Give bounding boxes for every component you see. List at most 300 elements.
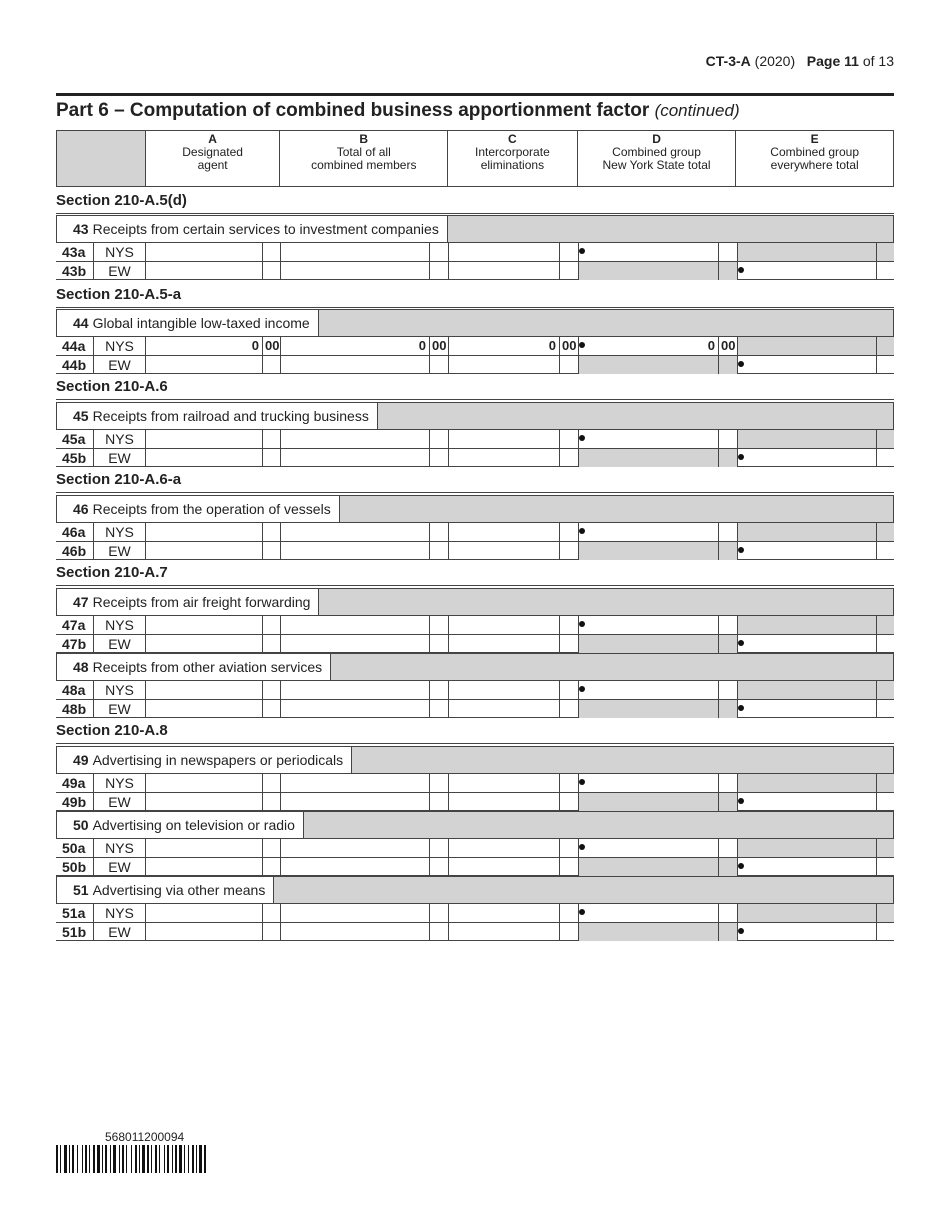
shaded-cell (876, 523, 894, 541)
line-46-description (56, 495, 894, 523)
amount-input[interactable] (262, 542, 280, 560)
amount-input[interactable] (145, 430, 262, 448)
shaded-cell (578, 449, 718, 467)
amount-input[interactable] (429, 774, 448, 792)
amount-input[interactable] (262, 262, 280, 280)
amount-input[interactable] (718, 243, 737, 261)
line-label: Advertising in newspapers or periodicals (92, 752, 344, 768)
amount-input[interactable] (737, 793, 876, 811)
amount-input[interactable] (145, 262, 262, 280)
amount-input[interactable] (280, 858, 429, 876)
row-label: 45b (62, 450, 87, 466)
row-label: 44a (62, 338, 86, 354)
amount-input[interactable] (262, 449, 280, 467)
amount-input[interactable] (737, 542, 876, 560)
amount-input[interactable] (559, 793, 578, 811)
amount-input[interactable] (578, 243, 718, 261)
amount-input[interactable] (718, 616, 737, 634)
cents-value: 00 (562, 338, 577, 353)
line-51-description (56, 876, 894, 904)
section-heading: Section 210-A.5-a (56, 286, 182, 303)
amount-input[interactable] (145, 635, 262, 653)
shaded-cell (718, 449, 737, 467)
amount-input[interactable] (448, 430, 559, 448)
amount-input[interactable] (559, 858, 578, 876)
amount-input[interactable] (559, 681, 578, 699)
amount-input[interactable] (280, 700, 429, 718)
row-jurisdiction: NYS (93, 616, 145, 634)
amount-input[interactable] (737, 700, 876, 718)
shaded-cell (737, 523, 876, 541)
shaded-cell (876, 616, 894, 634)
row-jurisdiction: NYS (93, 430, 145, 448)
row-jurisdiction: NYS (93, 243, 145, 261)
shaded-cell (876, 243, 894, 261)
table-row (56, 429, 894, 448)
row-label: 43b (62, 263, 87, 279)
shaded-cell (718, 700, 737, 718)
line-number: 46 (73, 501, 89, 517)
line-number: 44 (73, 315, 89, 331)
row-label: 47b (62, 636, 87, 652)
bullet-icon (738, 547, 744, 553)
amount-input[interactable] (429, 449, 448, 467)
amount-input[interactable] (145, 923, 262, 941)
amount-input[interactable] (559, 356, 578, 374)
amount-input[interactable] (876, 700, 894, 718)
amount-input[interactable] (145, 523, 262, 541)
amount-input[interactable] (145, 356, 262, 374)
shaded-area (319, 589, 893, 616)
amount-input[interactable] (448, 793, 559, 811)
row-jurisdiction: NYS (93, 681, 145, 699)
row-label: 49b (62, 794, 87, 810)
header-blank (57, 131, 146, 186)
bullet-icon (738, 863, 744, 869)
amount-input[interactable] (448, 262, 559, 280)
amount-input[interactable] (448, 858, 559, 876)
line-number: 51 (73, 882, 89, 898)
shaded-area (340, 496, 893, 523)
shaded-cell (737, 774, 876, 792)
cents-value: 00 (432, 338, 447, 353)
bullet-icon (738, 640, 744, 646)
column-header (56, 130, 894, 187)
amount-input[interactable] (429, 858, 448, 876)
amount-input[interactable] (262, 774, 280, 792)
table-row (56, 242, 894, 261)
amount-input[interactable] (448, 542, 559, 560)
shaded-cell (578, 262, 718, 280)
amount-input[interactable] (578, 904, 718, 922)
line-text (57, 496, 340, 523)
line-number: 48 (73, 659, 89, 675)
amount-input[interactable] (876, 793, 894, 811)
amount-input[interactable] (145, 774, 262, 792)
row-jurisdiction: EW (93, 262, 145, 280)
amount-input[interactable] (559, 700, 578, 718)
amount-input[interactable] (145, 449, 262, 467)
amount-input[interactable] (578, 774, 718, 792)
line-label: Receipts from railroad and trucking business (92, 408, 369, 424)
amount-input[interactable] (429, 904, 448, 922)
line-label: Advertising on television or radio (92, 817, 295, 833)
shaded-cell (737, 243, 876, 261)
amount-input[interactable] (737, 449, 876, 467)
section-heading: Section 210-A.6-a (56, 471, 182, 488)
amount-input[interactable] (737, 356, 876, 374)
shaded-cell (578, 858, 718, 876)
table-row (56, 634, 894, 653)
row-label: 51a (62, 905, 86, 921)
amount-input[interactable] (559, 774, 578, 792)
amount-value: 0 (707, 338, 715, 353)
row-jurisdiction: NYS (93, 337, 145, 355)
shaded-cell (578, 542, 718, 560)
amount-input[interactable] (280, 430, 429, 448)
amount-input[interactable] (280, 681, 429, 699)
amount-input[interactable] (578, 523, 718, 541)
line-43-description (56, 215, 894, 243)
amount-input[interactable] (718, 681, 737, 699)
line-text (57, 654, 331, 681)
amount-input[interactable] (429, 337, 448, 355)
cents-value: 00 (721, 338, 736, 353)
amount-input[interactable] (280, 923, 429, 941)
amount-input[interactable] (737, 262, 876, 280)
amount-input[interactable] (718, 337, 737, 355)
amount-input[interactable] (448, 356, 559, 374)
amount-input[interactable] (429, 681, 448, 699)
amount-input[interactable] (448, 839, 559, 857)
table-row (56, 838, 894, 857)
amount-input[interactable] (280, 337, 429, 355)
line-label: Receipts from air freight forwarding (92, 594, 311, 610)
line-text (57, 589, 319, 616)
shaded-cell (578, 793, 718, 811)
amount-input[interactable] (559, 616, 578, 634)
amount-input[interactable] (559, 430, 578, 448)
row-jurisdiction: NYS (93, 839, 145, 857)
shaded-cell (578, 923, 718, 941)
amount-input[interactable] (448, 337, 559, 355)
amount-input[interactable] (578, 681, 718, 699)
amount-input[interactable] (145, 858, 262, 876)
bullet-icon (738, 454, 744, 460)
shaded-cell (578, 700, 718, 718)
cents-value: 00 (265, 338, 280, 353)
amount-value: 0 (418, 338, 426, 353)
amount-input[interactable] (429, 356, 448, 374)
amount-input[interactable] (559, 523, 578, 541)
table-row (56, 773, 894, 792)
line-text (57, 403, 378, 430)
shaded-cell (737, 839, 876, 857)
amount-input[interactable] (737, 923, 876, 941)
col-d-header: D Combined group New York State total (578, 131, 737, 186)
amount-input[interactable] (718, 774, 737, 792)
section-heading: Section 210-A.6 (56, 378, 168, 395)
amount-input[interactable] (448, 523, 559, 541)
amount-input[interactable] (448, 923, 559, 941)
amount-input[interactable] (280, 793, 429, 811)
shaded-cell (737, 681, 876, 699)
bullet-icon (738, 928, 744, 934)
amount-input[interactable] (737, 858, 876, 876)
amount-input[interactable] (876, 923, 894, 941)
amount-input[interactable] (429, 616, 448, 634)
amount-input[interactable] (737, 635, 876, 653)
amount-input[interactable] (262, 430, 280, 448)
row-jurisdiction: EW (93, 923, 145, 941)
row-label: 51b (62, 924, 87, 940)
amount-input[interactable] (262, 700, 280, 718)
amount-input[interactable] (448, 449, 559, 467)
amount-input[interactable] (559, 243, 578, 261)
amount-input[interactable] (559, 635, 578, 653)
shaded-cell (876, 904, 894, 922)
shaded-area (378, 403, 893, 430)
amount-input[interactable] (262, 523, 280, 541)
title-continued: (continued) (654, 101, 740, 120)
shaded-cell (737, 904, 876, 922)
row-jurisdiction: EW (93, 449, 145, 467)
amount-input[interactable] (145, 337, 262, 355)
row-jurisdiction: EW (93, 858, 145, 876)
line-49-description (56, 746, 894, 774)
amount-value: 0 (251, 338, 259, 353)
amount-input[interactable] (876, 262, 894, 280)
amount-input[interactable] (448, 635, 559, 653)
amount-input[interactable] (280, 774, 429, 792)
row-label: 50b (62, 859, 87, 875)
amount-input[interactable] (145, 793, 262, 811)
table-row (56, 857, 894, 876)
shaded-cell (718, 793, 737, 811)
amount-input[interactable] (559, 262, 578, 280)
amount-input[interactable] (280, 243, 429, 261)
bullet-icon (579, 909, 585, 915)
section-rule (56, 213, 894, 214)
row-label: 48b (62, 701, 87, 717)
row-label: 45a (62, 431, 86, 447)
shaded-cell (718, 542, 737, 560)
amount-input[interactable] (262, 243, 280, 261)
table-row (56, 903, 894, 922)
bullet-icon (738, 267, 744, 273)
shaded-cell (718, 858, 737, 876)
amount-input[interactable] (280, 839, 429, 857)
amount-input[interactable] (429, 262, 448, 280)
bullet-icon (579, 248, 585, 254)
shaded-cell (718, 923, 737, 941)
line-number: 50 (73, 817, 89, 833)
col-e-header: E Combined group everywhere total (770, 132, 860, 172)
amount-input[interactable] (559, 839, 578, 857)
amount-input[interactable] (262, 839, 280, 857)
line-50-description (56, 811, 894, 839)
shaded-cell (876, 774, 894, 792)
amount-input[interactable] (429, 839, 448, 857)
amount-input[interactable] (429, 430, 448, 448)
shaded-cell (737, 430, 876, 448)
line-text (57, 812, 304, 839)
amount-input[interactable] (145, 542, 262, 560)
section-rule (56, 492, 894, 493)
barcode-image (56, 1145, 239, 1173)
amount-input[interactable] (145, 681, 262, 699)
line-44-description (56, 309, 894, 337)
amount-input[interactable] (262, 681, 280, 699)
amount-input[interactable] (145, 839, 262, 857)
bullet-icon (738, 798, 744, 804)
table-row (56, 261, 894, 280)
line-label: Global intangible low-taxed income (92, 315, 310, 331)
title-main: Part 6 – Computation of combined business apportionment factor (56, 100, 650, 121)
amount-input[interactable] (262, 635, 280, 653)
table-row (56, 448, 894, 467)
page-number: 11 (844, 53, 859, 69)
amount-input[interactable] (262, 904, 280, 922)
bullet-icon (579, 686, 585, 692)
table-row (56, 699, 894, 718)
table-row (56, 615, 894, 634)
amount-input[interactable] (262, 923, 280, 941)
line-label: Receipts from the operation of vessels (92, 501, 331, 517)
amount-input[interactable] (718, 523, 737, 541)
amount-input[interactable] (145, 243, 262, 261)
row-label: 44b (62, 357, 87, 373)
line-label: Receipts from certain services to investment companies (92, 221, 439, 237)
shaded-cell (578, 635, 718, 653)
form-year: (2020) (754, 53, 796, 69)
row-label: 46a (62, 524, 86, 540)
amount-input[interactable] (718, 839, 737, 857)
section-heading: Section 210-A.8 (56, 722, 168, 739)
top-rule (56, 93, 894, 96)
line-45-description (56, 402, 894, 430)
page-header (706, 53, 894, 69)
table-row (56, 922, 894, 941)
amount-input[interactable] (145, 700, 262, 718)
bullet-icon (579, 435, 585, 441)
amount-input[interactable] (280, 449, 429, 467)
row-label: 46b (62, 543, 87, 559)
row-jurisdiction: NYS (93, 774, 145, 792)
amount-input[interactable] (559, 904, 578, 922)
shaded-area (331, 654, 893, 681)
amount-input[interactable] (876, 635, 894, 653)
bullet-icon (579, 621, 585, 627)
amount-input[interactable] (578, 616, 718, 634)
amount-input[interactable] (559, 923, 578, 941)
amount-input[interactable] (429, 243, 448, 261)
row-label: 47a (62, 617, 86, 633)
section-rule (56, 399, 894, 400)
line-number: 45 (73, 408, 89, 424)
shaded-area (319, 310, 893, 337)
bullet-icon (579, 342, 585, 348)
amount-input[interactable] (429, 635, 448, 653)
amount-input[interactable] (280, 635, 429, 653)
amount-input[interactable] (876, 356, 894, 374)
table-row (56, 680, 894, 699)
amount-input[interactable] (429, 542, 448, 560)
amount-input[interactable] (578, 839, 718, 857)
section-rule (56, 585, 894, 586)
amount-input[interactable] (578, 337, 718, 355)
amount-input[interactable] (559, 449, 578, 467)
amount-input[interactable] (145, 904, 262, 922)
amount-input[interactable] (876, 858, 894, 876)
amount-input[interactable] (876, 449, 894, 467)
amount-input[interactable] (429, 793, 448, 811)
amount-input[interactable] (262, 616, 280, 634)
amount-input[interactable] (145, 616, 262, 634)
row-jurisdiction: NYS (93, 904, 145, 922)
amount-input[interactable] (429, 923, 448, 941)
amount-input[interactable] (280, 262, 429, 280)
amount-input[interactable] (448, 700, 559, 718)
row-label: 43a (62, 244, 86, 260)
amount-input[interactable] (559, 542, 578, 560)
amount-input[interactable] (718, 430, 737, 448)
amount-input[interactable] (280, 904, 429, 922)
amount-input[interactable] (578, 430, 718, 448)
shaded-area (448, 216, 893, 243)
amount-input[interactable] (429, 523, 448, 541)
amount-input[interactable] (448, 904, 559, 922)
bullet-icon (579, 528, 585, 534)
row-jurisdiction: EW (93, 356, 145, 374)
table-row (56, 355, 894, 374)
amount-input[interactable] (718, 904, 737, 922)
shaded-cell (737, 337, 876, 355)
shaded-cell (718, 262, 737, 280)
amount-input[interactable] (448, 774, 559, 792)
shaded-cell (876, 839, 894, 857)
amount-input[interactable] (280, 356, 429, 374)
row-jurisdiction: NYS (93, 523, 145, 541)
amount-input[interactable] (280, 616, 429, 634)
amount-input[interactable] (559, 337, 578, 355)
amount-input[interactable] (448, 616, 559, 634)
amount-input[interactable] (262, 793, 280, 811)
bullet-icon (579, 779, 585, 785)
amount-input[interactable] (448, 681, 559, 699)
amount-input[interactable] (262, 356, 280, 374)
line-number: 47 (73, 594, 89, 610)
amount-input[interactable] (448, 243, 559, 261)
shaded-cell (718, 356, 737, 374)
line-label: Advertising via other means (92, 882, 266, 898)
amount-input[interactable] (262, 858, 280, 876)
line-number: 43 (73, 221, 89, 237)
line-text (57, 310, 319, 337)
row-jurisdiction: EW (93, 635, 145, 653)
table-row (56, 541, 894, 560)
amount-value: 0 (548, 338, 556, 353)
shaded-cell (578, 356, 718, 374)
amount-input[interactable] (280, 542, 429, 560)
amount-input[interactable] (429, 700, 448, 718)
amount-input[interactable] (876, 542, 894, 560)
shaded-cell (876, 337, 894, 355)
row-jurisdiction: EW (93, 542, 145, 560)
amount-input[interactable] (262, 337, 280, 355)
amount-input[interactable] (280, 523, 429, 541)
line-text (57, 747, 352, 774)
